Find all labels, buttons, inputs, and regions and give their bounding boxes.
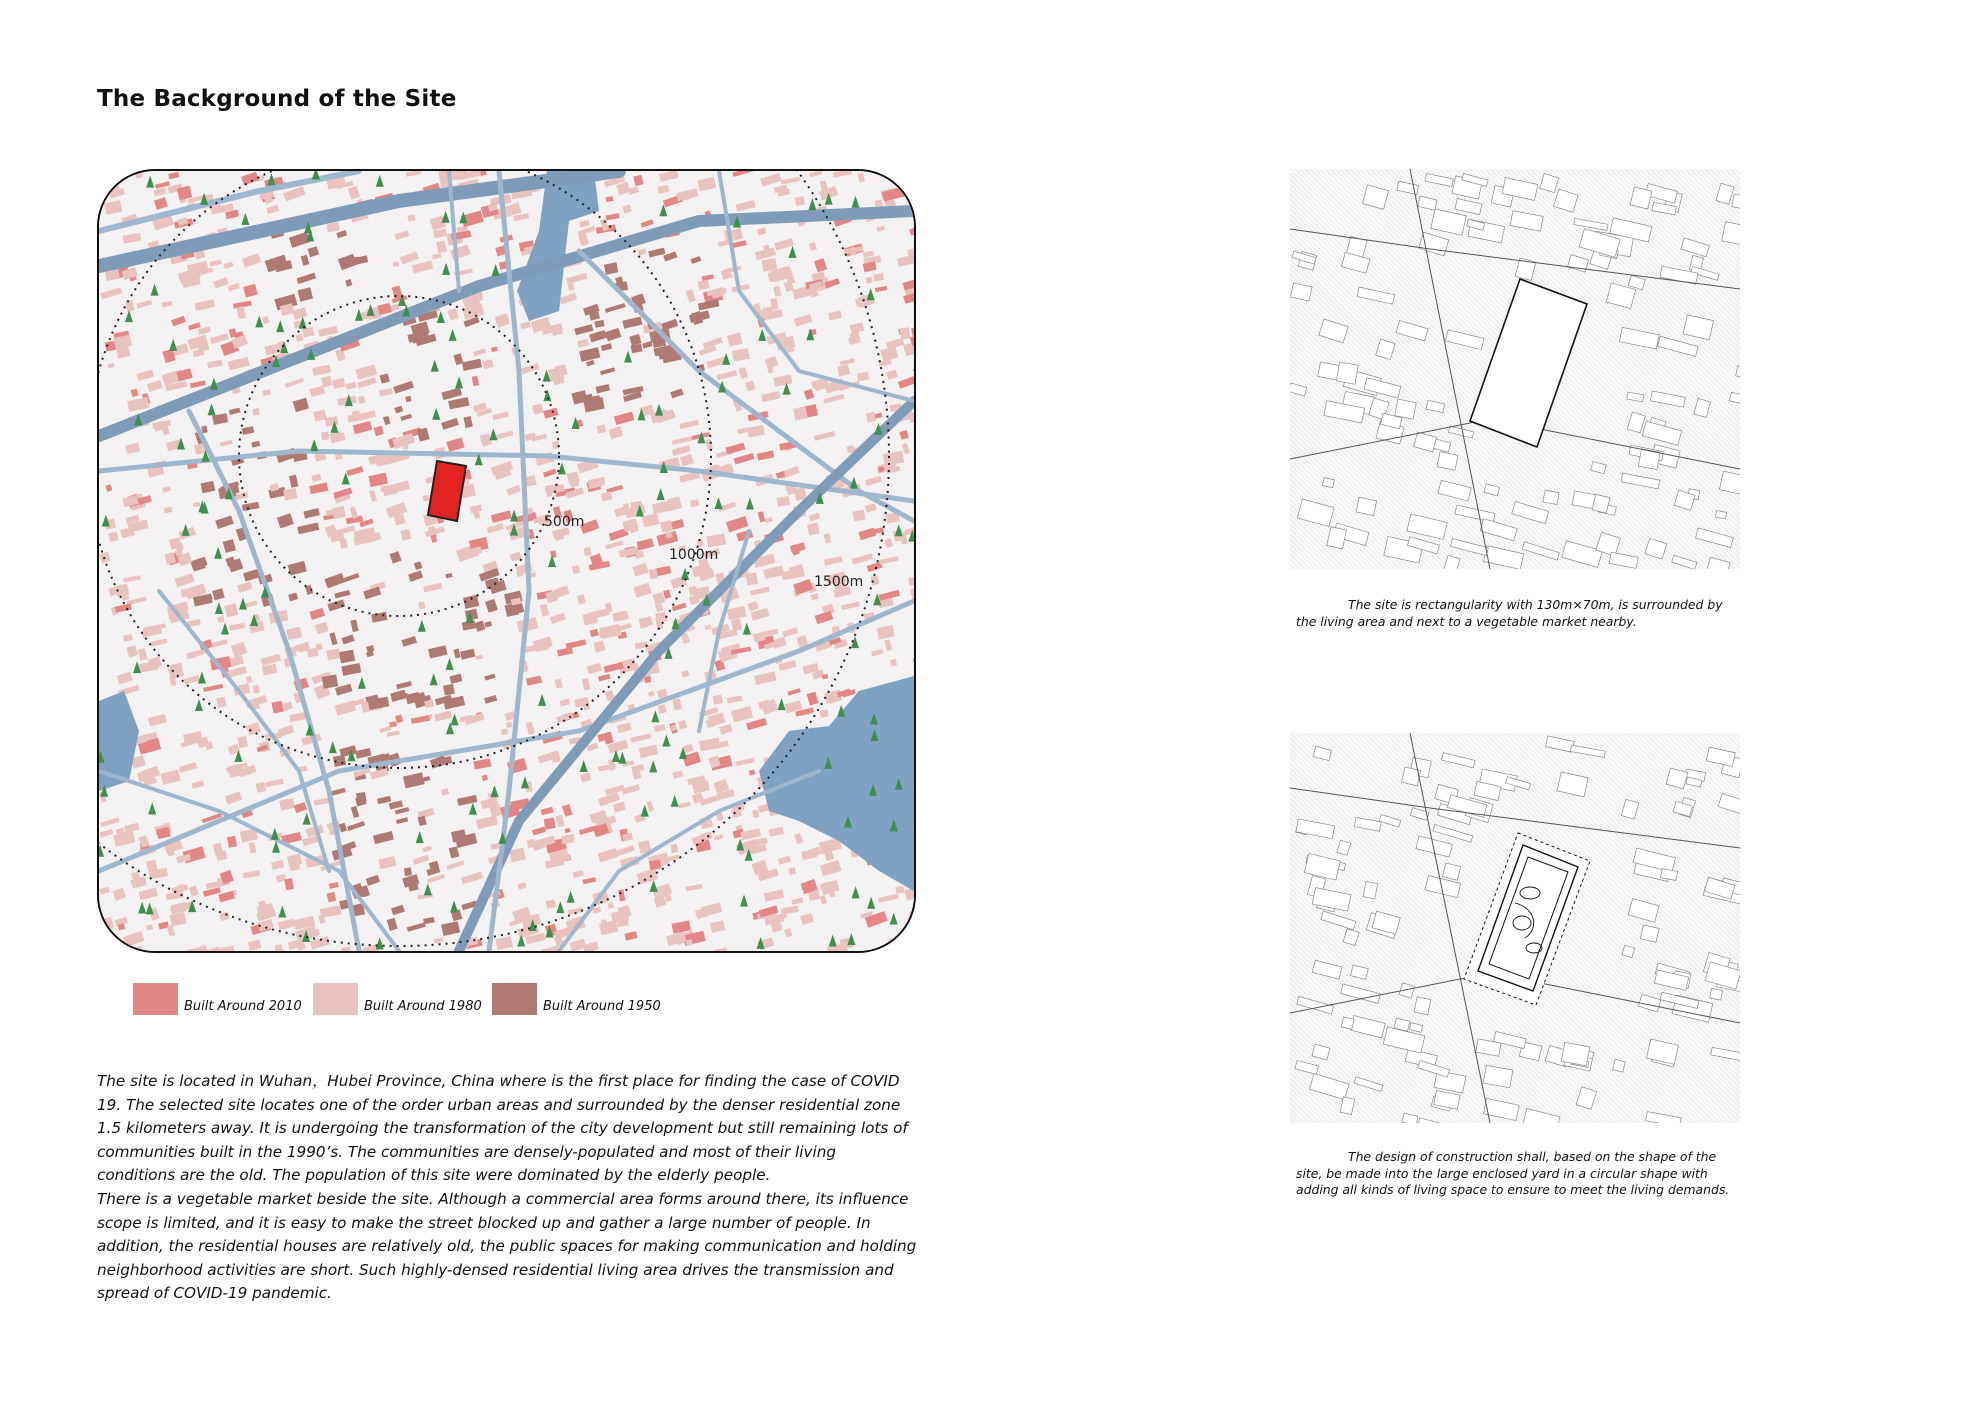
hatch-line [1625,733,1740,1123]
plan-block [1592,494,1610,513]
building-footprint [853,510,866,522]
plan-block [1354,817,1381,831]
hatch-line [1725,733,1740,1123]
plan-block [1510,211,1543,232]
site-map-canvas [99,171,914,951]
plan-block [1415,1118,1438,1123]
hatch-line [1290,733,1295,1123]
plan-block [1402,1113,1418,1123]
plan-block [1561,1042,1589,1065]
building-footprint [443,684,455,695]
building-footprint [597,424,607,433]
building-footprint [793,407,807,421]
design-plan-figure [1290,733,1740,1123]
plan-block [1290,383,1307,396]
plan-block [1683,315,1713,340]
plan-block [1562,541,1603,568]
building-footprint [713,695,723,705]
plan-block [1441,753,1475,768]
plan-block [1356,497,1376,515]
plan-block [1694,398,1711,417]
legend-item-2010 [133,983,302,1015]
building-footprint [649,569,658,579]
plan-block [1312,960,1342,979]
plan-block [1351,965,1369,979]
plan-block [1621,473,1660,489]
building-footprint [644,676,651,683]
plan-block [1613,1059,1626,1072]
plan-block [1340,1097,1355,1115]
building-footprint [552,441,560,449]
legend-label-1950: Built Around 1950 [543,999,661,1014]
legend-swatch-1950 [492,983,537,1015]
building-footprint [118,923,125,930]
site-plan-figure [1290,169,1740,569]
plan-block [1414,432,1437,452]
building-footprint [807,523,820,536]
plan-block [1337,840,1351,855]
plan-block [1716,183,1734,204]
legend-label-1980: Built Around 1980 [364,999,482,1014]
building-footprint [283,488,297,501]
plan-block [1396,321,1428,341]
map-legend [0,983,900,1023]
plan-block [1431,209,1466,235]
page-title: The Background of the Site [97,86,457,112]
legend-label-2010: Built Around 2010 [184,999,302,1014]
building-footprint [404,867,412,876]
design-plan-drawing [1290,733,1740,1123]
plan-block [1657,336,1698,356]
plan-block [1645,538,1667,559]
plan-block [1438,480,1471,501]
building-footprint [544,817,556,829]
hatch-line [1735,733,1740,1123]
building-footprint [910,199,914,207]
plan-block [1437,452,1458,471]
plan-block [1710,989,1723,1001]
plan-block [1627,412,1645,433]
plan-block [1543,490,1559,504]
building-footprint [169,537,181,549]
plan-block [1715,511,1726,520]
building-footprint [896,886,905,894]
plan-block [1455,199,1482,215]
plan-block [1719,471,1740,494]
description-paragraph-1: The site is located in Wuhan，Hubei Province, China where is the first place for finding the case of COVID 19. The selected site locates one of the order urban areas and surrounded by the denser residential zone 1.5 kilometers away. It is undergoing the transformation of the city development but still remaining lots of communities built in the 1990’s. The communities are densely-populated and most of their living conditions are the old. The population of this site were dominated by the elderly people. [97,1072,908,1185]
plan-block [1407,514,1447,539]
plan-block [1619,327,1659,349]
site-description [97,1070,917,1306]
plan-block [1354,1077,1383,1092]
site-context-map [97,169,916,953]
legend-swatch-2010 [133,983,178,1015]
plan-block [1341,1017,1354,1030]
legend-swatch-1980 [313,983,358,1015]
site-plan-drawing [1290,169,1740,569]
plan-block [1327,527,1347,549]
building-footprint [405,396,411,402]
site-plan-caption: The site is rectangularity with 130m×70m, is surrounded by the living area and next to a vegetable market nearby. [1296,597,1723,629]
plan-block [1628,275,1645,289]
plan-block [1336,362,1358,384]
building-footprint [289,858,301,871]
plan-block [1426,400,1445,412]
plan-block [1609,552,1638,568]
plan-block [1523,1109,1560,1123]
description-paragraph-2: There is a vegetable market beside the site. Although a commercial area forms around there, its influence scope is limited, and it is easy to make the street blocked up and gather a large number of people. In addition, the residential houses are relatively old, the public spaces for making communication and holding neighborhood activities are short. Such highly-densed residential living area drives the transmission and spread of COVID-19 pandemic. [97,1189,917,1303]
legend-item-1980 [313,983,482,1015]
building-footprint [795,196,805,206]
plan-block [1640,925,1659,942]
plan-block [1414,997,1431,1015]
hatch-line [1645,733,1740,1123]
building-footprint [322,674,339,688]
ring-label-1500m: 1500m [814,574,864,590]
plan-block [1630,187,1652,209]
plan-block [1443,555,1461,569]
plan-block [1707,557,1730,569]
building-footprint [671,724,677,730]
plan-block [1395,399,1417,419]
plan-block [1363,882,1378,899]
ring-label-1000m: 1000m [669,547,719,563]
plan-block [1576,1087,1596,1110]
ring-label-500m: 500m [544,514,585,530]
plan-block [1483,1065,1513,1087]
plan-block [1557,772,1588,797]
plan-block [1341,984,1381,1003]
plan-block [1350,1016,1385,1038]
building-footprint [356,792,367,803]
building-footprint [294,645,301,652]
design-plan-caption: The design of construction shall, based on the shape of the site, be made into the large enclosed yard in a circular shape with adding all kinds of living space to ensure to meet the living demands. [1296,1149,1730,1197]
plan-block [1627,392,1644,402]
building-footprint [321,431,330,440]
plan-block [1397,181,1419,194]
plan-block [1433,825,1473,843]
plan-block [1512,502,1549,524]
plan-block [1666,768,1688,789]
legend-item-1950 [492,983,661,1015]
hatch-line [1565,169,1740,569]
building-footprint [423,495,430,502]
plan-block [1364,378,1401,398]
building-footprint [271,701,283,714]
plan-block [1322,478,1334,488]
plan-block [1425,174,1453,187]
